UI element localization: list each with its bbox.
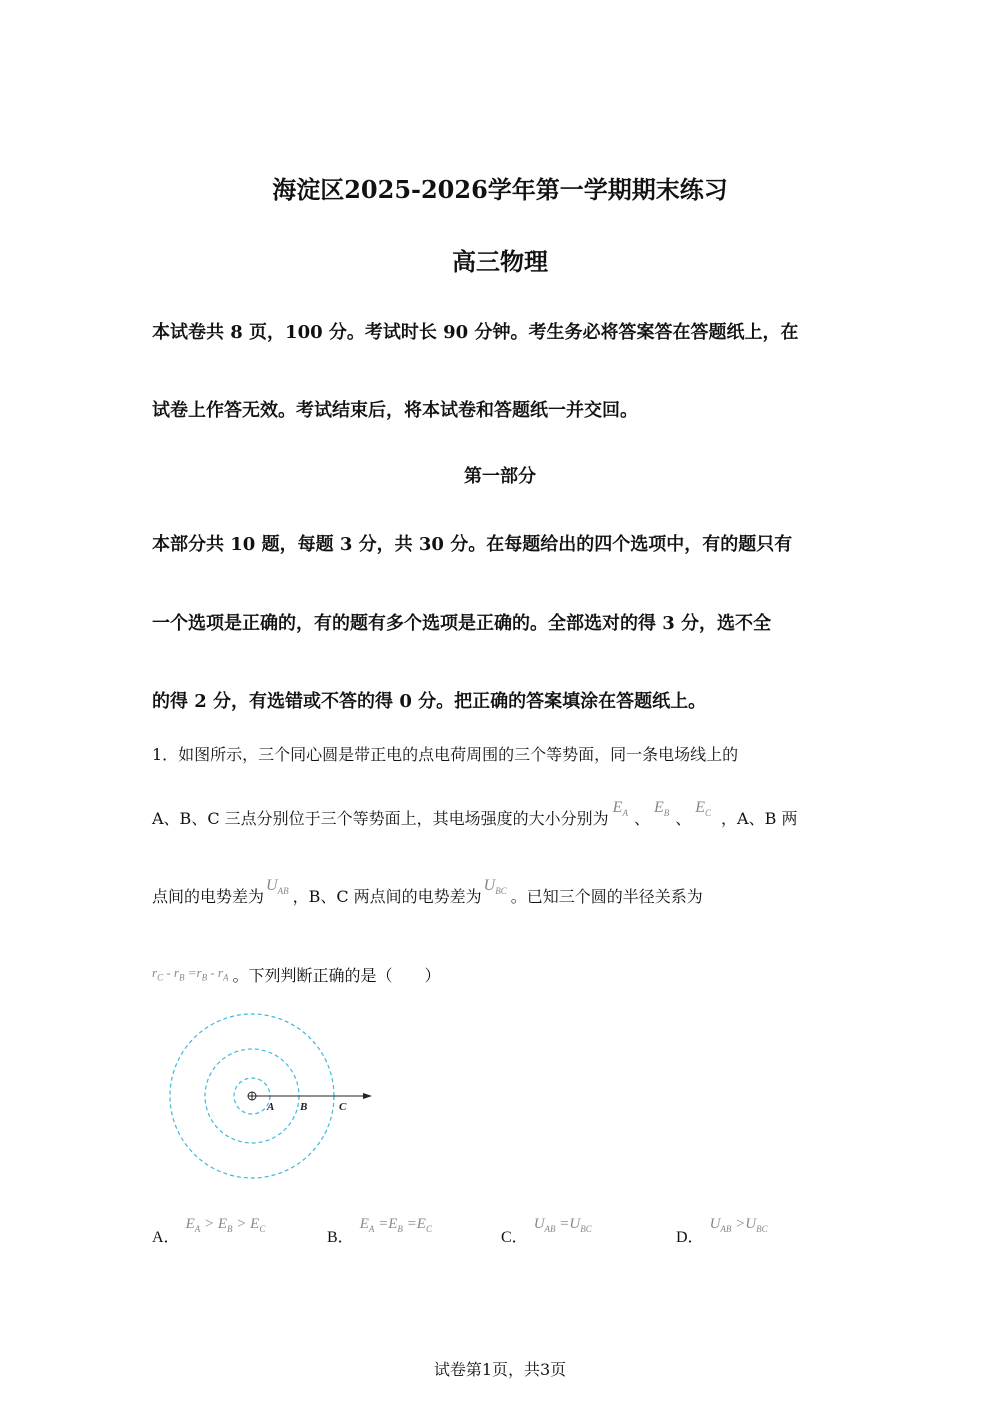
option-b-letter: B．	[327, 1229, 354, 1246]
option-d-letter: D．	[676, 1229, 704, 1246]
option-d-math: $U_{AB} >U_{BC}$	[709, 1216, 768, 1234]
instructions-line1: 本试卷共 8 页，100 分。考试时长 90 分钟。考生务必将答案答在答题纸上，在	[152, 322, 799, 343]
section-desc-line1: 本部分共 10 题，每题 3 分，共 30 分。在每题给出的四个选项中，有的题只有	[152, 534, 793, 555]
q1-line1: 1．如图所示，三个同心圆是带正电的点电荷周围的三个等势面，同一条电场线上的	[152, 745, 739, 764]
q1-line4-post: 。下列判断正确的是（ ）	[232, 966, 441, 985]
section-title: 第一部分	[464, 466, 536, 487]
math-EA: $E_A$	[612, 799, 628, 819]
option-a[interactable]	[152, 1210, 266, 1246]
option-b[interactable]	[327, 1210, 432, 1246]
field-line-arrowhead	[363, 1093, 372, 1099]
page-footer: 试卷第1页，共3页	[433, 1360, 567, 1379]
option-c[interactable]	[501, 1210, 592, 1246]
exam-title: 海淀区2025-2026学年第一学期期末练习	[272, 175, 728, 204]
q1-line2-text: A、B、C 三点分别位于三个等势面上，其电场强度的大小分别为	[152, 809, 609, 828]
point-label-A: A	[267, 1101, 275, 1113]
q1-figure	[160, 1008, 390, 1188]
section-desc-line2: 一个选项是正确的，有的题有多个选项是正确的。全部选对的得 3 分，选不全	[152, 613, 772, 634]
q1-line4	[152, 963, 441, 987]
instructions-line2: 试卷上作答无效。考试结束后，将本试卷和答题纸一并交回。	[152, 400, 638, 421]
option-c-math: $U_{AB} =U_{BC}$	[533, 1216, 592, 1234]
option-a-math: $E_A > E_B > E_C$	[185, 1216, 266, 1234]
q1-line3-post: 。已知三个圆的半径关系为	[510, 887, 703, 906]
math-UAB: $U_{AB}$	[266, 877, 289, 897]
math-EB: $E_B$	[653, 799, 670, 819]
q1-line2-post: ，A、B 两	[721, 809, 798, 828]
subject-title: 高三物理	[452, 247, 548, 276]
option-d[interactable]	[676, 1210, 768, 1246]
point-label-B: B	[300, 1101, 308, 1113]
q1-line2	[152, 799, 798, 830]
q1-sep1: 、	[633, 809, 650, 828]
math-EC: $E_C$	[695, 799, 712, 819]
option-b-math: $E_A =E_B =E_C$	[359, 1216, 432, 1234]
q1-sep2: 、	[675, 809, 692, 828]
math-UBC: $U_{BC}$	[483, 877, 507, 897]
option-c-letter: C．	[501, 1229, 528, 1246]
q1-line3	[152, 877, 703, 908]
section-desc-line3: 的得 2 分，有选错或不答的得 0 分。把正确的答案填涂在答题纸上。	[152, 691, 707, 712]
point-label-C: C	[339, 1101, 347, 1113]
q1-line3-pre: 点间的电势差为	[152, 887, 265, 906]
q1-line3-mid: ，B、C 两点间的电势差为	[292, 887, 482, 906]
option-a-letter: A．	[152, 1229, 180, 1246]
math-radius-relation: rC - rB =rB - rA	[152, 965, 229, 983]
